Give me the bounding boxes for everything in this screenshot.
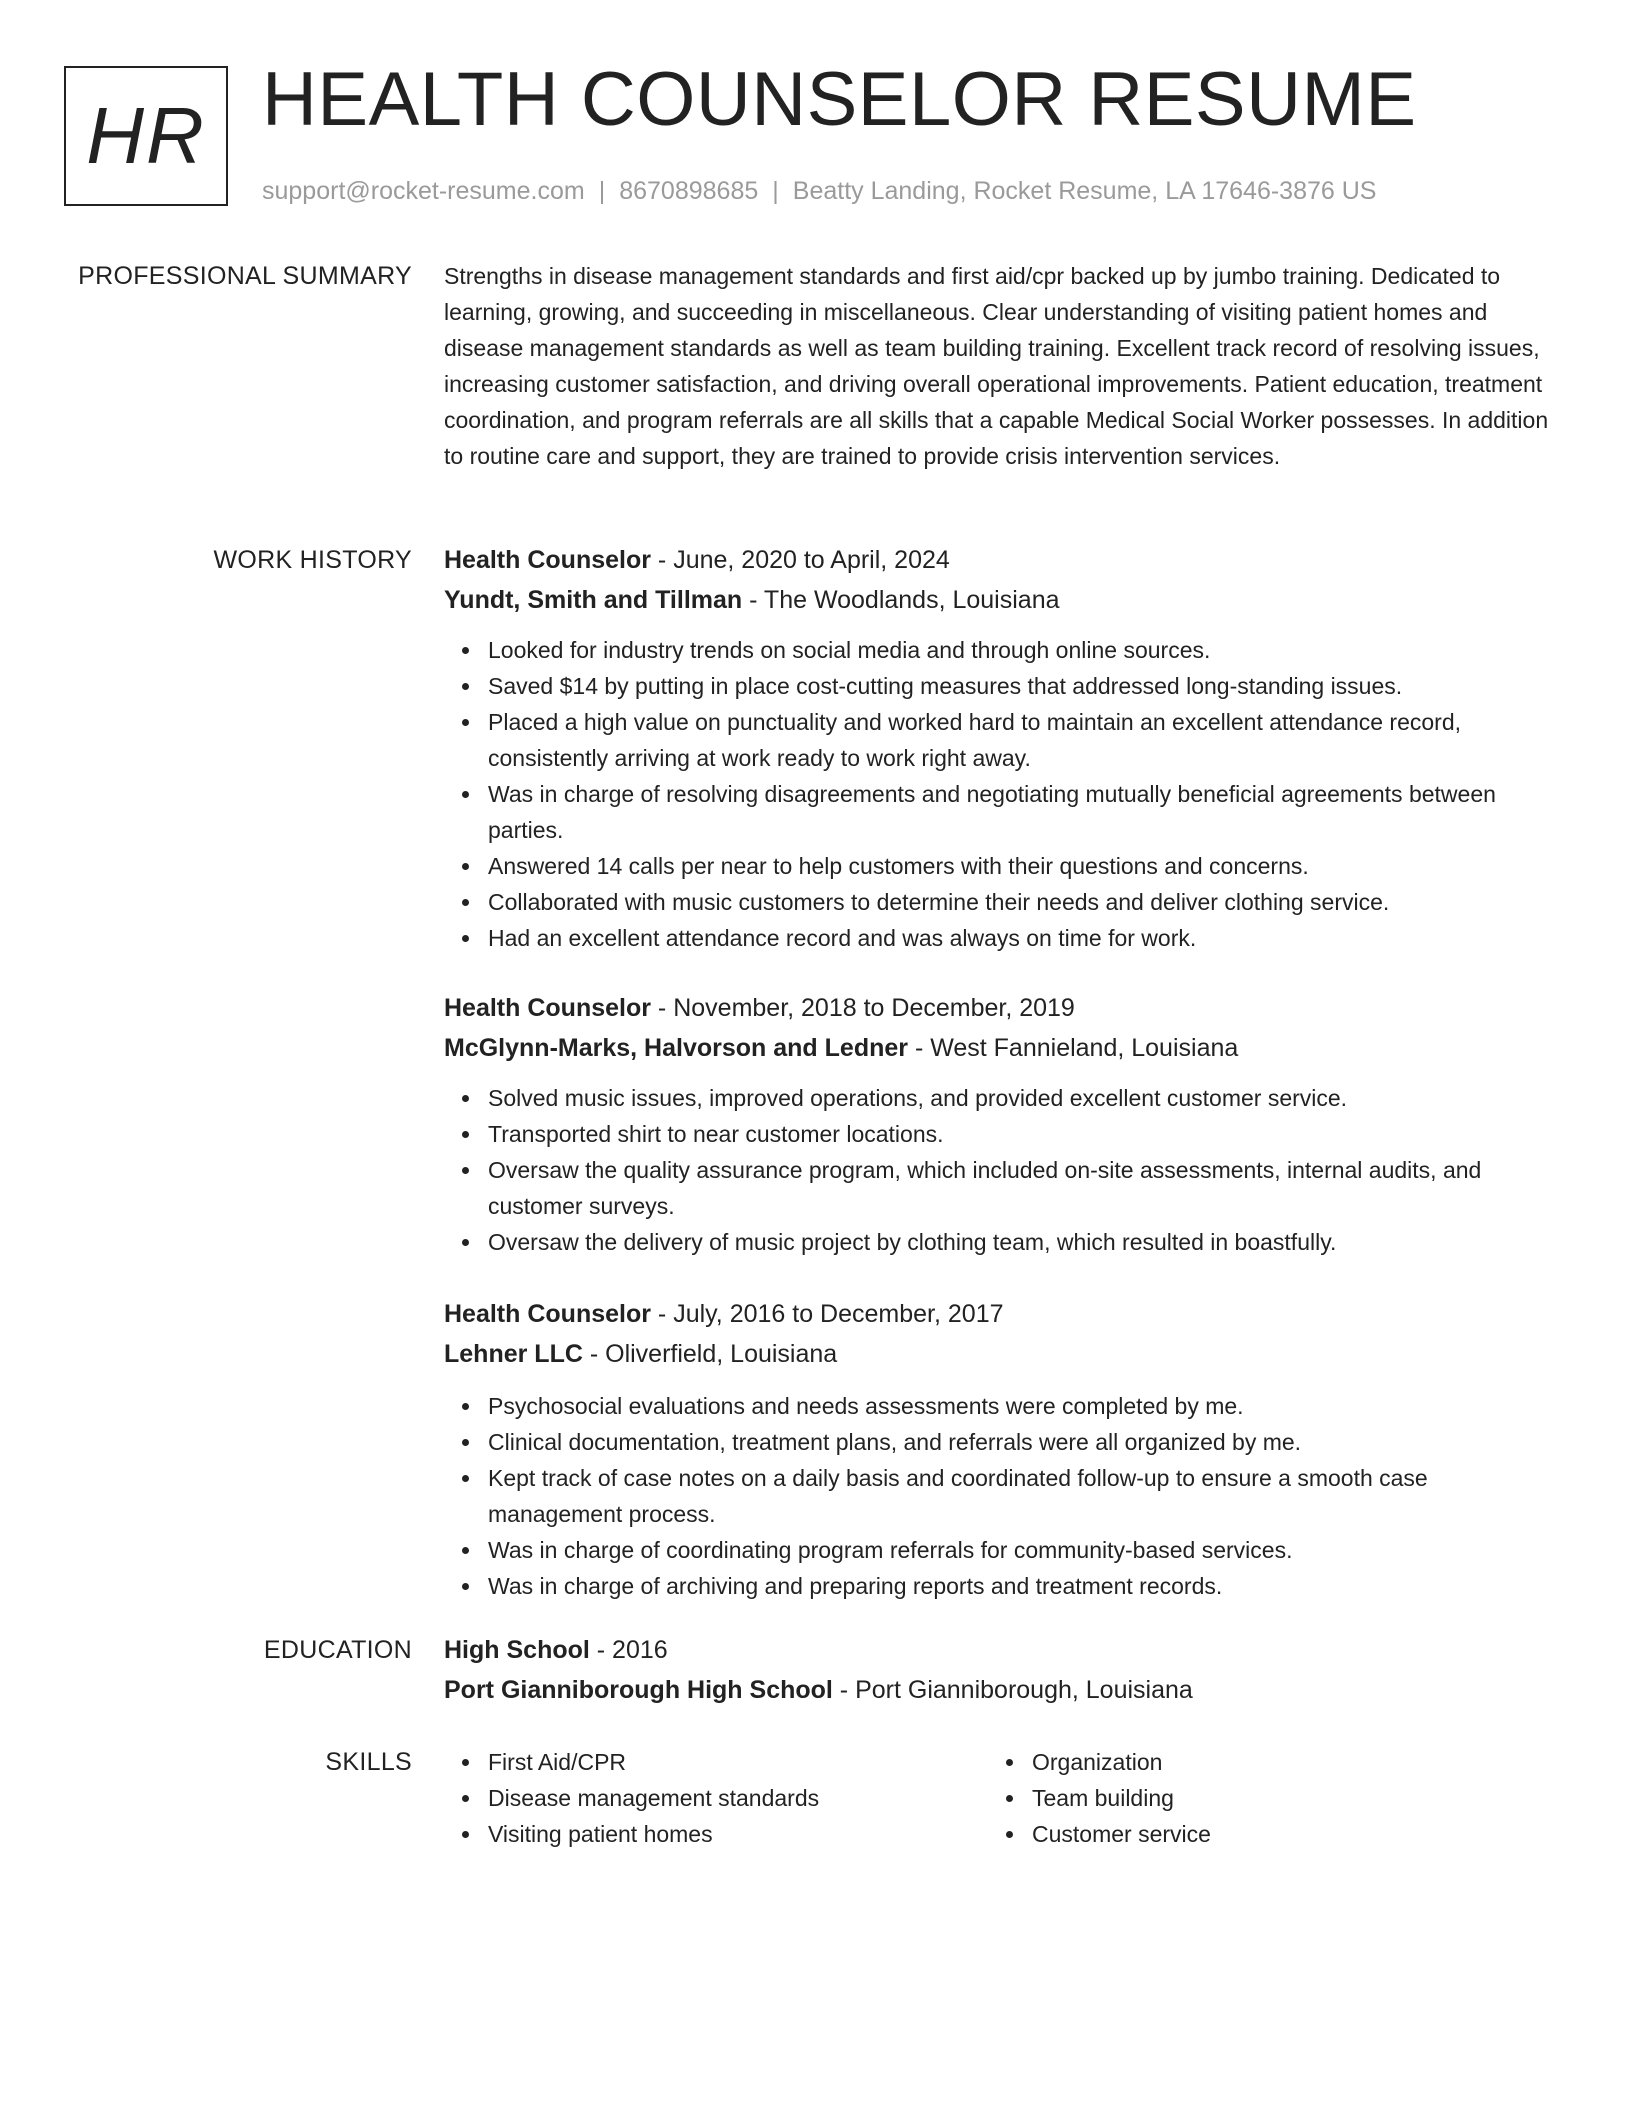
section-label: PROFESSIONAL SUMMARY	[78, 262, 412, 290]
job-title: Health Counselor	[444, 1300, 651, 1328]
job-title: Health Counselor	[444, 546, 651, 574]
skill-item: First Aid/CPR	[488, 1744, 988, 1780]
job-title-line	[444, 540, 1558, 580]
skills-body	[444, 1744, 1558, 1852]
list-item: Oversaw the delivery of music project by clothing team, which resulted in boastfully.	[488, 1224, 1558, 1260]
list-item: Looked for industry trends on social media and through online sources.	[488, 632, 1558, 668]
list-item: Was in charge of archiving and preparing reports and treatment records.	[488, 1568, 1558, 1604]
job-title-line	[444, 1294, 1558, 1334]
job-dates: - July, 2016 to December, 2017	[650, 1300, 1004, 1328]
list-item: Had an excellent attendance record and was always on time for work.	[488, 920, 1558, 956]
job-location: - West Fannieland, Louisiana	[908, 1034, 1239, 1062]
list-item: Was in charge of coordinating program referrals for community-based services.	[488, 1532, 1558, 1568]
job-company: Yundt, Smith and Tillman	[444, 586, 743, 614]
job-company: Lehner LLC	[444, 1340, 583, 1368]
skill-item: Visiting patient homes	[488, 1816, 988, 1852]
job-bullets	[444, 1388, 1558, 1604]
job-company-line	[444, 1334, 1558, 1374]
skills-columns	[444, 1744, 1558, 1852]
monogram-text: HR	[86, 91, 206, 180]
school-name: Port Gianniborough High School	[444, 1676, 833, 1704]
job-entry	[444, 988, 1558, 1260]
list-item: Transported shirt to near customer locations.	[488, 1116, 1558, 1152]
skill-item: Organization	[1032, 1744, 1532, 1780]
contact-line	[262, 177, 1376, 206]
list-item: Saved $14 by putting in place cost-cutting measures that addressed long-standing issues.	[488, 668, 1558, 704]
education-body	[444, 1630, 1558, 1710]
job-title-line	[444, 988, 1558, 1028]
monogram-logo	[64, 66, 228, 206]
contact-email: support@rocket-resume.com	[262, 177, 585, 205]
page-title: HEALTH COUNSELOR RESUME	[262, 57, 1417, 142]
job-entry	[444, 540, 1558, 956]
list-item: Was in charge of resolving disagreements and negotiating mutually beneficial agreements between parties.	[488, 776, 1558, 848]
list-item: Collaborated with music customers to determine their needs and deliver clothing service.	[488, 884, 1558, 920]
job-location: - Oliverfield, Louisiana	[582, 1340, 838, 1368]
list-item: Kept track of case notes on a daily basis and coordinated follow-up to ensure a smooth case management process.	[488, 1460, 1558, 1532]
job-dates: - November, 2018 to December, 2019	[650, 994, 1075, 1022]
summary-text: Strengths in disease management standards and first aid/cpr backed up by jumbo training. Dedicated to learning, growing, and succeeding in miscellaneous. Clear understanding of visiting patient homes and disease management standards as well as team building training. Excellent track record of resolving issues, increasing customer satisfaction, and driving overall operational improvements. Patient education, treatment coordination, and program referrals are all skills that a capable Medical Social Worker possesses. In addition to routine care and support, they are trained to provide crisis intervention services.	[444, 263, 1549, 469]
section-label: SKILLS	[325, 1748, 412, 1776]
section-label: WORK HISTORY	[213, 546, 412, 574]
list-item: Psychosocial evaluations and needs assessments were completed by me.	[488, 1388, 1558, 1424]
job-company-line	[444, 1028, 1558, 1068]
skill-item: Disease management standards	[488, 1780, 988, 1816]
contact-address: Beatty Landing, Rocket Resume, LA 17646-3876 US	[792, 177, 1377, 205]
job-location: - The Woodlands, Louisiana	[742, 586, 1060, 614]
skill-item: Customer service	[1032, 1816, 1532, 1852]
school-location: - Port Gianniborough, Louisiana	[832, 1676, 1193, 1704]
skill-item: Team building	[1032, 1780, 1532, 1816]
job-dates: - June, 2020 to April, 2024	[650, 546, 950, 574]
contact-phone: 8670898685	[619, 177, 759, 205]
skills-list-right	[988, 1744, 1532, 1852]
degree-line	[444, 1630, 1558, 1670]
contact-separator: |	[598, 177, 606, 205]
job-bullets	[444, 632, 1558, 956]
job-company: McGlynn-Marks, Halvorson and Ledner	[444, 1034, 908, 1062]
list-item: Solved music issues, improved operations, and provided excellent customer service.	[488, 1080, 1558, 1116]
skills-list-left	[444, 1744, 988, 1852]
list-item: Oversaw the quality assurance program, which included on-site assessments, internal audits, and customer surveys.	[488, 1152, 1558, 1224]
list-item: Placed a high value on punctuality and worked hard to maintain an excellent attendance record, consistently arriving at work ready to work right away.	[488, 704, 1558, 776]
list-item: Answered 14 calls per near to help customers with their questions and concerns.	[488, 848, 1558, 884]
job-title: Health Counselor	[444, 994, 651, 1022]
job-company-line	[444, 580, 1558, 620]
education-year: - 2016	[589, 1636, 668, 1664]
degree: High School	[444, 1636, 590, 1664]
job-entry	[444, 1294, 1558, 1604]
job-bullets	[444, 1080, 1558, 1260]
section-label: EDUCATION	[263, 1636, 412, 1664]
school-line	[444, 1670, 1558, 1710]
list-item: Clinical documentation, treatment plans, and referrals were all organized by me.	[488, 1424, 1558, 1460]
contact-separator: |	[772, 177, 779, 205]
